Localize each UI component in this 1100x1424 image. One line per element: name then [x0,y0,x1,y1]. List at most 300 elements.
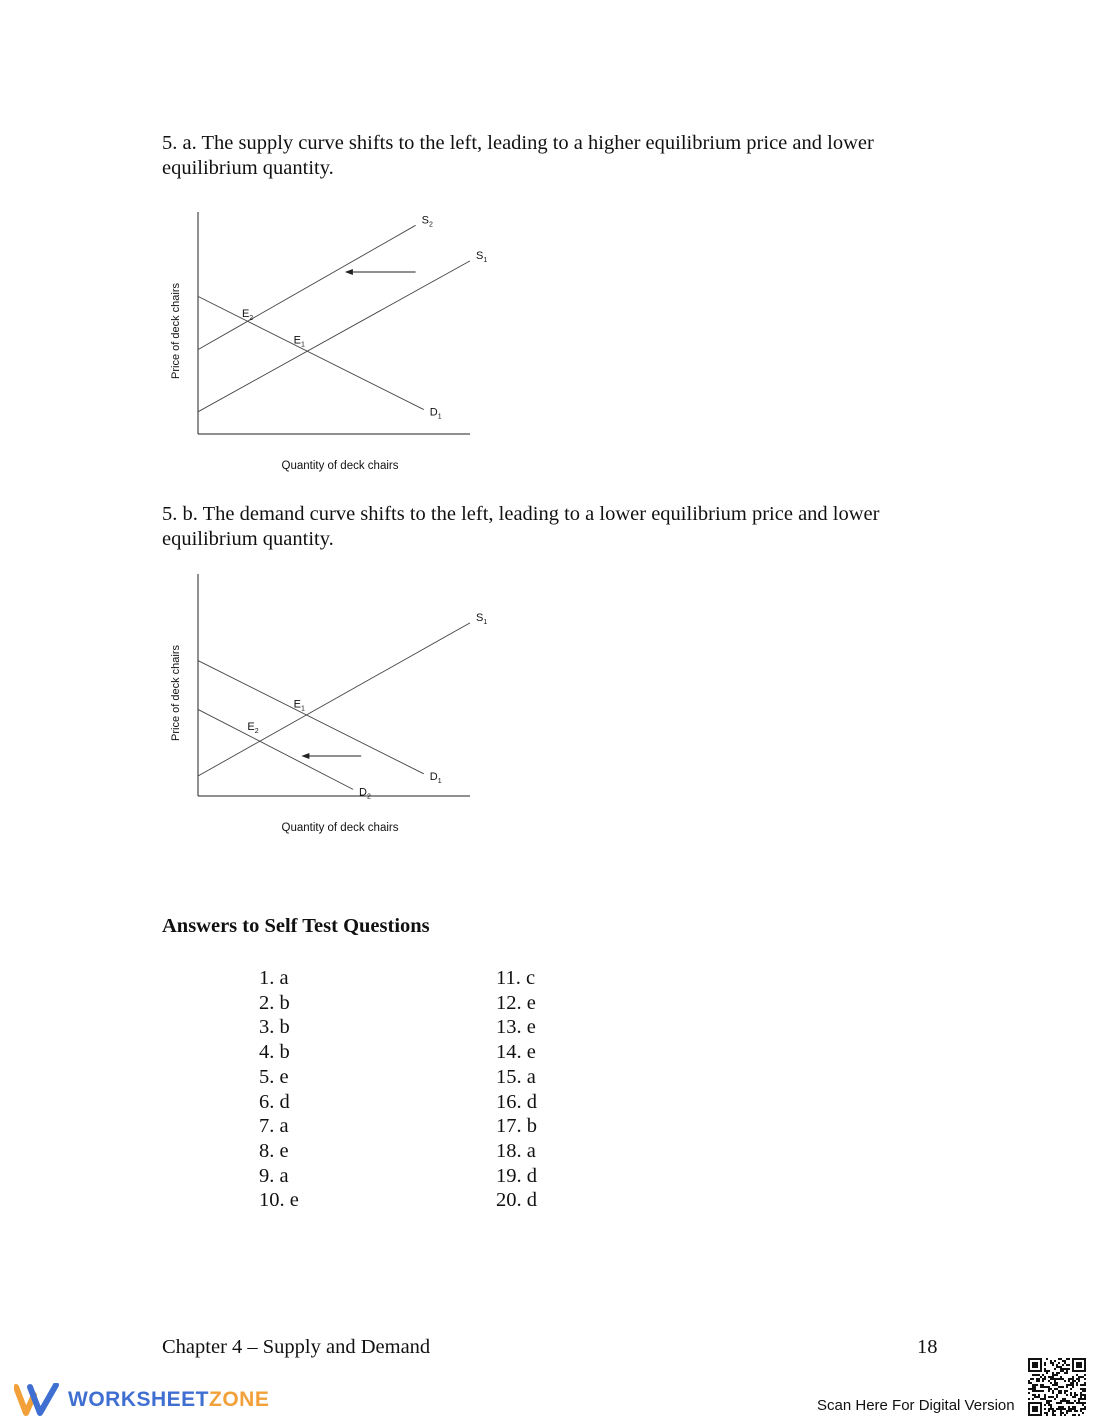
qr-module [1042,1374,1044,1376]
qr-finder-core [1032,1362,1038,1368]
qr-module [1062,1398,1064,1400]
qr-module [1082,1388,1084,1390]
qr-module [1070,1408,1072,1410]
qr-module [1044,1396,1046,1398]
qr-module [1072,1378,1074,1380]
qr-module [1080,1384,1082,1386]
qr-module [1058,1366,1060,1368]
qr-module [1084,1384,1086,1386]
qr-module [1066,1368,1068,1370]
curve-label-d1-main: D [429,406,438,419]
qr-module [1064,1414,1066,1416]
qr-module [1078,1400,1080,1402]
qr-module [1048,1376,1050,1378]
qr-module [1036,1374,1038,1376]
qr-module [1064,1380,1066,1382]
qr-module [1044,1362,1046,1364]
qr-module [1032,1386,1034,1388]
qr-module [1042,1398,1044,1400]
qr-module [1076,1410,1078,1412]
qr-module [1058,1386,1060,1388]
answer-item: 10. e [259,1189,299,1212]
curve-label-s2-subscript: 2 [428,221,433,229]
footer-chapter-title: Chapter 4 – Supply and Demand [162,1336,431,1358]
answer-item: 3. b [259,1016,290,1039]
qr-module [1056,1396,1058,1398]
qr-module [1046,1414,1048,1416]
qr-module [1082,1412,1084,1414]
qr-module [1068,1384,1070,1386]
qr-module [1054,1374,1056,1376]
equilibrium-label-e1-main: E [293,334,301,347]
qr-module [1082,1408,1084,1410]
curve-label-s1 [476,250,487,264]
qr-module [1058,1392,1060,1394]
qr-module [1066,1402,1068,1404]
qr-finder-core [1076,1362,1082,1368]
qr-module [1058,1408,1060,1410]
qr-module [1048,1408,1050,1410]
qr-module [1064,1368,1066,1370]
qr-module [1060,1376,1062,1378]
demand-shift-chart-svg [160,562,490,837]
qr-module [1076,1374,1078,1376]
qr-module [1074,1406,1076,1408]
qr-module [1046,1400,1048,1402]
qr-module [1074,1414,1076,1416]
qr-module [1084,1394,1086,1396]
qr-module [1028,1382,1030,1384]
qr-module [1050,1404,1052,1406]
qr-module [1084,1390,1086,1392]
x-axis-label: Quantity of deck chairs [281,460,399,472]
qr-module [1028,1380,1030,1382]
qr-module [1046,1358,1048,1360]
qr-module [1050,1396,1052,1398]
curve-label-d2-subscript: 2 [366,793,371,801]
supply-shift-chart-svg [160,200,490,475]
qr-module [1078,1380,1080,1382]
equilibrium-label-e1-main: E [293,698,301,711]
qr-module [1074,1392,1076,1394]
qr-module [1068,1364,1070,1366]
qr-module [1040,1376,1042,1378]
qr-module [1052,1412,1054,1414]
curve-label-s2 [422,214,433,228]
qr-module [1080,1402,1082,1404]
answer-item: 12. e [496,991,536,1014]
qr-module [1054,1380,1056,1382]
qr-module [1064,1398,1066,1400]
qr-module [1048,1388,1050,1390]
qr-module [1044,1404,1046,1406]
qr-module [1052,1384,1054,1386]
qr-module [1044,1370,1046,1372]
qr-module [1044,1368,1046,1370]
qr-module [1052,1408,1054,1410]
qr-module [1068,1380,1070,1382]
qr-module [1036,1380,1038,1382]
qr-module [1068,1410,1070,1412]
answer-item: 7. a [259,1115,289,1138]
qr-module [1052,1414,1054,1416]
qr-module [1066,1386,1068,1388]
supply-shift-chart [160,200,490,475]
qr-module [1082,1384,1084,1386]
equilibrium-label-e1 [294,334,305,348]
qr-module [1060,1378,1062,1380]
qr-module [1034,1386,1036,1388]
qr-module [1066,1358,1068,1360]
qr-module [1038,1390,1040,1392]
qr-module [1048,1396,1050,1398]
qr-module [1030,1378,1032,1380]
qr-module [1048,1386,1050,1388]
qr-module [1072,1384,1074,1386]
qr-module [1060,1370,1062,1372]
qr-module [1082,1376,1084,1378]
answer-item: 16. d [496,1090,537,1113]
qr-module [1074,1408,1076,1410]
qr-module [1052,1410,1054,1412]
shift-arrow-head [345,269,353,275]
qr-module [1080,1376,1082,1378]
brand-name [68,1388,269,1412]
qr-module [1068,1406,1070,1408]
qr-module [1050,1388,1052,1390]
qr-module [1054,1368,1056,1370]
equilibrium-label-e2-subscript: 2 [249,314,254,322]
equilibrium-label-e2-main: E [241,307,250,320]
curve-label-s1-main: S [476,611,484,624]
qr-module [1044,1364,1046,1366]
qr-module [1056,1388,1058,1390]
qr-module [1038,1396,1040,1398]
qr-module [1070,1378,1072,1380]
qr-module [1032,1390,1034,1392]
qr-module [1044,1398,1046,1400]
qr-module [1068,1400,1070,1402]
qr-module [1040,1390,1042,1392]
qr-module [1058,1372,1060,1374]
qr-module [1060,1386,1062,1388]
qr-module [1072,1380,1074,1382]
qr-module [1056,1408,1058,1410]
answers-column-1 [259,966,299,1213]
qr-module [1048,1370,1050,1372]
qr-module [1084,1398,1086,1400]
qr-module [1080,1396,1082,1398]
qr-module [1050,1406,1052,1408]
qr-module [1046,1412,1048,1414]
qr-module [1040,1386,1042,1388]
qr-module [1034,1388,1036,1390]
equilibrium-label-e2-subscript: 2 [254,727,259,735]
qr-module [1038,1380,1040,1382]
qr-module [1040,1398,1042,1400]
qr-module [1048,1400,1050,1402]
qr-module [1064,1408,1066,1410]
qr-module [1072,1376,1074,1378]
qr-module [1080,1388,1082,1390]
qr-module [1052,1378,1054,1380]
qr-module [1060,1358,1062,1360]
answer-item: 17. b [496,1115,537,1138]
equilibrium-label-e2 [242,308,253,322]
qr-module [1068,1378,1070,1380]
qr-module [1064,1392,1066,1394]
qr-module [1062,1386,1064,1388]
qr-module [1066,1370,1068,1372]
qr-module [1056,1382,1058,1384]
qr-module [1036,1390,1038,1392]
qr-module [1048,1390,1050,1392]
answer-item: 4. b [259,1041,290,1064]
answer-item: 5. e [259,1065,289,1088]
curve-label-s2-main: S [421,214,429,227]
qr-module [1046,1370,1048,1372]
qr-module [1066,1384,1068,1386]
worksheetzone-brand[interactable] [14,1383,269,1417]
qr-module [1034,1396,1036,1398]
qr-module [1052,1390,1054,1392]
equilibrium-label-e2-main: E [247,720,255,733]
qr-module [1050,1400,1052,1402]
qr-module [1062,1406,1064,1408]
curve-label-d2 [359,786,371,800]
qr-module [1068,1368,1070,1370]
qr-module [1038,1378,1040,1380]
qr-module [1040,1384,1042,1386]
qr-module [1072,1402,1074,1404]
qr-module [1084,1396,1086,1398]
qr-module [1058,1362,1060,1364]
curve-label-s1-subscript: 1 [483,618,488,626]
qr-module [1082,1390,1084,1392]
qr-module [1082,1404,1084,1406]
answers-column-2 [496,966,537,1213]
qr-module [1028,1398,1030,1400]
qr-code-icon[interactable] [1028,1358,1086,1416]
qr-module [1034,1390,1036,1392]
curve-label-d1-main: D [429,770,438,783]
qr-module [1078,1378,1080,1380]
qr-module [1068,1358,1070,1360]
qr-module [1070,1384,1072,1386]
qr-module [1076,1402,1078,1404]
equilibrium-label-e1 [294,699,305,713]
qr-module [1034,1394,1036,1396]
qr-module [1064,1390,1066,1392]
brand-name-part1: WORKSHEET [68,1388,209,1411]
qr-module [1060,1400,1062,1402]
qr-module [1046,1402,1048,1404]
qr-module [1052,1396,1054,1398]
qr-module [1076,1394,1078,1396]
qr-module [1032,1388,1034,1390]
qr-module [1070,1382,1072,1384]
qr-module [1030,1388,1032,1390]
qr-module [1058,1390,1060,1392]
qr-module [1052,1364,1054,1366]
qr-module [1058,1402,1060,1404]
qr-module [1070,1392,1072,1394]
footer-page-number: 18 [917,1336,938,1358]
curve-s1 [198,623,470,776]
qr-module [1074,1394,1076,1396]
qr-module [1060,1414,1062,1416]
qr-module [1038,1374,1040,1376]
qr-module [1034,1374,1036,1376]
curve-label-d1 [430,771,442,785]
qr-module [1032,1384,1034,1386]
curve-label-d1-subscript: 1 [437,413,442,421]
qr-module [1044,1386,1046,1388]
qr-module [1064,1372,1066,1374]
qr-module [1076,1384,1078,1386]
qr-module [1066,1390,1068,1392]
qr-module [1062,1364,1064,1366]
qr-module [1048,1402,1050,1404]
qr-module [1076,1382,1078,1384]
answer-item: 1. a [259,967,289,989]
curve-s2 [198,225,416,349]
qr-module [1050,1362,1052,1364]
qr-module [1060,1368,1062,1370]
qr-module [1046,1386,1048,1388]
answer-5b-text: 5. b. The demand curve shifts to the left, leading to a lower equilibrium price and lower equilibrium quantity. [162,503,880,550]
qr-module [1032,1374,1034,1376]
curve-label-s1 [476,612,487,626]
qr-module [1046,1372,1048,1374]
qr-module [1054,1378,1056,1380]
qr-module [1068,1402,1070,1404]
qr-module [1084,1408,1086,1410]
qr-module [1084,1402,1086,1404]
qr-module [1030,1382,1032,1384]
qr-module [1048,1380,1050,1382]
qr-module [1042,1380,1044,1382]
answer-item: 14. e [496,1041,536,1064]
qr-module [1062,1368,1064,1370]
qr-module [1056,1378,1058,1380]
qr-module [1072,1396,1074,1398]
worksheetzone-logo-icon [14,1383,60,1417]
qr-module [1038,1394,1040,1396]
answer-item: 6. d [259,1090,290,1113]
qr-module [1054,1398,1056,1400]
qr-module [1060,1408,1062,1410]
answer-item: 8. e [259,1139,289,1162]
qr-module [1062,1378,1064,1380]
qr-module [1080,1392,1082,1394]
curve-label-d1-subscript: 1 [437,777,442,785]
answer-5a-text: 5. a. The supply curve shifts to the left, leading to a higher equilibrium price and lower equilibrium quantity. [162,132,874,179]
qr-module [1056,1364,1058,1366]
qr-module [1082,1402,1084,1404]
qr-module [1072,1406,1074,1408]
qr-module [1048,1410,1050,1412]
answer-item: 19. d [496,1164,537,1187]
answer-item: 9. a [259,1164,289,1187]
qr-finder-core [1032,1406,1038,1412]
qr-module [1064,1360,1066,1362]
equilibrium-label-e1-subscript: 1 [300,705,305,713]
qr-module [1062,1360,1064,1362]
y-axis-label: Price of deck chairs [170,645,182,741]
qr-module [1060,1406,1062,1408]
qr-module [1080,1398,1082,1400]
qr-module [1050,1382,1052,1384]
qr-module [1066,1364,1068,1366]
qr-module [1070,1388,1072,1390]
qr-module [1064,1362,1066,1364]
qr-module [1066,1394,1068,1396]
answer-item: 11. c [496,967,536,989]
qr-module [1074,1380,1076,1382]
answers-heading: Answers to Self Test Questions [162,915,430,937]
qr-module [1060,1412,1062,1414]
qr-module [1076,1378,1078,1380]
qr-module [1056,1366,1058,1368]
qr-module [1042,1386,1044,1388]
qr-module [1056,1384,1058,1386]
equilibrium-label-e2 [247,721,258,735]
qr-module [1060,1410,1062,1412]
curve-label-s1-main: S [476,249,484,262]
brand-name-part2: ZONE [209,1388,270,1411]
qr-module [1032,1378,1034,1380]
qr-module [1054,1414,1056,1416]
answer-item: 2. b [259,991,290,1014]
qr-module [1050,1378,1052,1380]
qr-module [1042,1384,1044,1386]
qr-module [1080,1408,1082,1410]
demand-shift-chart [160,562,490,837]
qr-module [1056,1372,1058,1374]
qr-module [1062,1412,1064,1414]
qr-module [1074,1410,1076,1412]
equilibrium-label-e1-subscript: 1 [300,341,305,349]
qr-module [1066,1412,1068,1414]
qr-module [1082,1398,1084,1400]
qr-module [1084,1374,1086,1376]
qr-module [1084,1388,1086,1390]
qr-module [1080,1410,1082,1412]
curve-label-s1-subscript: 1 [483,256,488,264]
qr-module [1056,1374,1058,1376]
qr-module [1028,1388,1030,1390]
qr-module [1064,1400,1066,1402]
qr-module [1074,1400,1076,1402]
qr-module [1068,1408,1070,1410]
qr-module [1060,1392,1062,1394]
qr-module [1070,1410,1072,1412]
qr-module [1060,1402,1062,1404]
qr-module [1080,1394,1082,1396]
qr-module [1062,1370,1064,1372]
qr-module [1084,1378,1086,1380]
qr-module [1058,1358,1060,1360]
qr-module [1078,1376,1080,1378]
qr-module [1056,1394,1058,1396]
qr-module [1072,1414,1074,1416]
qr-module [1054,1410,1056,1412]
qr-module [1044,1408,1046,1410]
qr-module [1044,1394,1046,1396]
qr-module [1078,1402,1080,1404]
qr-module [1052,1372,1054,1374]
